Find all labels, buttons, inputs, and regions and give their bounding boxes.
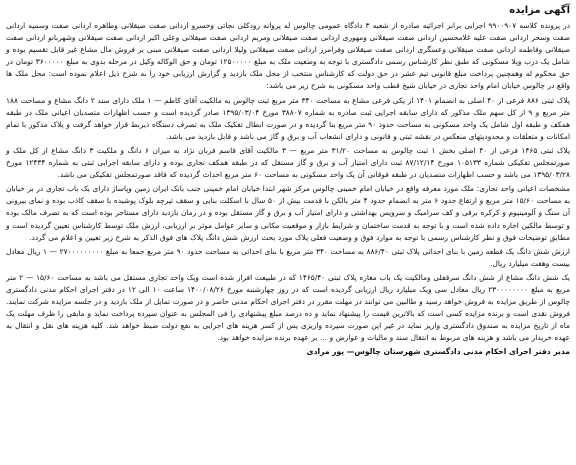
property-1-paragraph: پلاک ثبتی ۸۸۶ فرعی از ۴۰ اصلی به انضمام ۱۴۰۱ از یکی فرعی مشاع به مساحت ۳۴۰ متر مربع ثبت چالوس به مالکیت آقای کاظم — ۱ ملک دارای سند ۲ دانگ مشاع و مساحت ۱۸۸ متر مربع و ۹ از کل سهم ملک مذکور که دارای سابقه اجرایی ثبت صادره به شماره ۳۸۸۰۷ مورخ ۱۳۹۵/۰۳/۰۴ صادر گردیده است و حسب اظهارات متصدیان اعیانی ملک در طبقه همکف و طبقه اول شامل یک واحد مسکونی به مساحت حدود ۹۰ متر مربع بنا گردیده و در صورت ابطال تفکیک ملک به تصرف دستگاه ذیربط قرار خواهد گرفت و پلاک مذکور با تمام امکانات و متعلقات و محدودیتهای منعکس در نقشه ثبتی و قانونی و دارای انشعاب آب و برق و گاز می باشد و قابل بازدید می باشد.	[6, 95, 571, 141]
valuation-2-paragraph: یک شش دانگ مشاع از شش دانگ سرقفلی ومالکیت یک باب مغازه پلاک ثبتی ۱۴۶۵/۴۰ که در طبیعت افراز شده است ویک واحد تجاری مستقل می باشد به مساحت ۱۵/۶۰ — ۲ متر مربع به مبلغ ۲۳۰۰۰۰۰۰۰۰ ریال معادل سی ویک میلیارد ریال ارزیابی گردیده است که در روز چهارشنبه مورخ ۱۴۰۰/۰۸/۲۶ ساعت ۱۰ الی ۱۲ در دفتر اجرای احکام مدنی دادگستری چالوس از طریق مزایده به فروش خواهد رسید و طالبین می توانند در مهلت مقرر در دفتر اجرای احکام مدنی حاضر و در صورت تمایل از ملک بازدید و در جلسه مزایده شرکت نمایند. فروش نقدی است و برنده مزایده کسی است که بالاترین قیمت را پیشنهاد نماید و ده درصد مبلغ پیشنهادی را فی المجلس به عنوان سپرده پرداخت نماید و مابقی را ظرف مهلت یک ماه از تاریخ مزایده به صندوق دادگستری واریز نماید در غیر این صورت سپرده واریزی پس از کسر هزینه های اجرایی به نفع دولت ضبط خواهد شد. کلیه هزینه های نقل و انتقال به عهده خریدار می باشد و هزینه های مربوط به انتقال سند و مالیات و عوارض و ... بر عهده برنده مزایده خواهد بود.	[6, 272, 570, 343]
intro-paragraph: در پرونده کلاسه ۹۹۰۰۹۰۷ اجرایی برابر اجرائیه صادره از شعبه ۳ دادگاه عمومی چالوس له پروانه رودکلی نجاتی وخسرو اردانی صفت صیقلانی وطاهره اردانی صفت وسمیه اردانی صفت وسحر اردانی صفت علیه غلامحسین اردانی صفت صیقلانی ومهوری اردانی صفت صیقلانی ومریم اردانی صفت صیقلانی وعلی اکبر اردانی صفت صیقلانی وشهربانو اردانی صفت صیقلانی وفاطمه اردانی صفت صیقلانی وعسگری اردانی صفت صیقلانی وفرامرز اردانی صفت صیقلانی ولیلا اردانی صفت صیقلانی مبنی بر فروش مال مشاع غیر قابل تقسیم بوده و شامل یک درب ویلا مسکونی که طبق نظر کارشناس رسمی دادگستری با توجه به وضعیت ملک به مبلغ ۱۲۵۰۰۰۰۰ تومان و حق الوکاله وکیل در مرحله بدوی به مبلغ ۳۶۰۰۰۰۰ تومان در حق محکوم له وهمچنین پرداخت مبلغ قانونی تیم عشر در حق دولت که کارشناس منتخب از محل ملک بازدید و گزارش ارزیابی خود را به شرح ذیل اعلام نموده است: محل ملک ها واقع در چالوس خیابان امام واحد تجاری در خیابان شیخ قطب واحد مسکونی به شرح زیر می باشد:	[6, 21, 571, 91]
notice-title: آگهی مزایده	[509, 5, 570, 16]
signature-line: مدیر دفتر اجرای احکام مدنی دادگستری شهرستان چالوس— پور مرادی	[306, 347, 570, 357]
valuation-1-paragraph: ارزش شش دانگ یک قطعه زمین با بنای احداثی پلاک ثبتی ۸۸۶/۴۰ به مساحت ۳۴۰ متر مربع با بنای احداثی به مساحت حدود ۹۰ متر مربع جمعا به مبلغ ۲۷۰۰۰۰۰۰۰۰۰ — ۱ ریال معادل بیست وهفت میلیارد ریال.	[6, 246, 570, 268]
property-2-paragraph: پلاک ثبتی ۱۴۶۵ فرعی از ۴۰ اصلی بخش ۱ ثبت چالوس به مساحت ۳۱/۲۰ متر مربع — ۳ مالکیت آقای قاسم قربان نژاد به میزان ۶ دانگ و ملکیت ۳ دانگ مشاع از کل ملک و صورتمجلس تفکیکی شماره ۱۰۵۱۳۳ مورخ ۸۷/۱۲/۱۴ ثبت دارای امتیاز آب و برق و گاز مستقل که در طبقه همکف تجاری بوده و دارای سابقه اجرایی ثبتی به شماره ۱۲۴۳۴ مورخ ۱۳۹۵/۰۳/۲۸ می باشد و حسب اظهارات متصدیان در طبقه فوقانی آن یک واحد مسکونی به مساحت ۶۰ متر مربع احداث گردیده که فاقد صورتمجلس تفکیکی می باشد.	[6, 145, 571, 180]
specifications-paragraph: مشخصات اعیانی واحد تجاری: ملک مورد معرفه واقع در خیابان امام خمینی چالوس مرکز شهر ابتدا خیابان امام خمینی جنب بانک ایران زمین وپاساژ دارای یک باب تجاری در بر خیابان به مساحت ۱۵/۶۰ متر مربع و ارتفاع حدود ۶ متر به انضمام حدود ۴ متر بالکن با قدمت بیش از ۵۰ سال با اسکلت بنایی و سقف تیرچه بلوک پوشیده با سقف کاذب بوده و نمای بیرونی آن سنگ و آلومینیوم و کرکره برقی و کف سرامیک و سرویس بهداشتی و دارای امتیاز آب و برق و گاز مستقل بوده و در زمان بازدید دارای مستاجر بوده است که به تصرف مالک بوده و توسط مالکین اجاره داده شده است و با توجه به قدمت ساختمان و شرایط بازار و موقعیت مکانی و سایر عوامل موثر بر ارزیابی، ارزش ملک توسط کارشناس تعیین گردیده است و مطابق توضیحات فوق و نظر کارشناس رسمی با توجه به موارد فوق و وضعیت فعلی پلاک مورد بحث ارزش شش دانگ پلاک های فوق الذکر به شرح زیر تعیین و اعلام می گردد.	[6, 184, 571, 242]
